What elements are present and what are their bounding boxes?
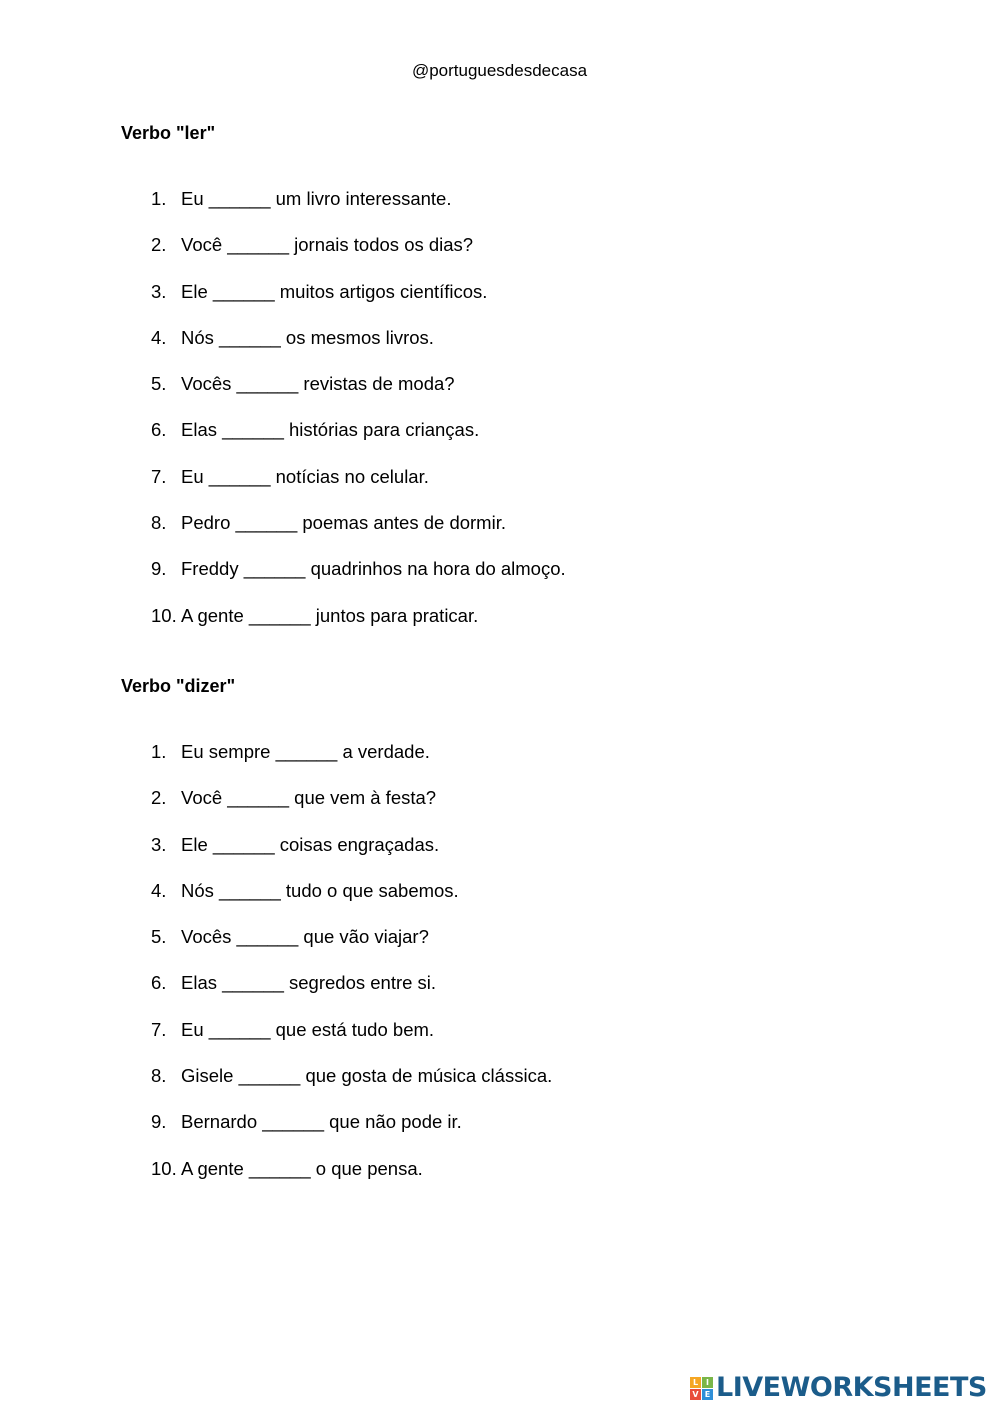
item-number: 6.	[151, 419, 167, 441]
item-text: Você ______ jornais todos os dias?	[181, 234, 474, 256]
logo-tile-i: I	[702, 1377, 713, 1388]
item-text: Elas ______ histórias para crianças.	[181, 419, 480, 441]
logo-tile-v: V	[690, 1389, 701, 1400]
item-number: 1.	[151, 188, 167, 209]
item-number: 2.	[151, 787, 167, 809]
item-text: Nós ______ os mesmos livros.	[181, 326, 434, 348]
item-number: 3.	[151, 833, 167, 855]
item-text: Gisele ______ que gosta de música clássica.	[181, 1065, 553, 1087]
item-text: Elas ______ segredos entre si.	[181, 972, 437, 994]
item-number: 7.	[151, 1018, 167, 1040]
item-number: 3.	[151, 280, 167, 302]
item-text: Você ______ que vem à festa?	[181, 787, 437, 809]
item-number: 1.	[151, 741, 167, 762]
liveworksheets-logo-icon	[690, 1377, 713, 1400]
item-number: 4.	[151, 879, 167, 901]
item-number: 6.	[151, 972, 167, 994]
item-text: Eu ______ que está tudo bem.	[181, 1018, 435, 1040]
item-text: Ele ______ muitos artigos científicos.	[181, 280, 488, 302]
item-number: 8.	[151, 512, 167, 534]
item-text: Bernardo ______ que não pode ir.	[181, 1111, 462, 1133]
item-number: 10.	[151, 604, 177, 626]
item-number: 2.	[151, 234, 167, 256]
item-text: Ele ______ coisas engraçadas.	[181, 833, 440, 855]
item-number: 9.	[151, 558, 167, 580]
item-text: Vocês ______ revistas de moda?	[181, 373, 455, 395]
item-number: 4.	[151, 326, 167, 348]
liveworksheets-logo-text: LIVEWORKSHEETS	[716, 1372, 987, 1403]
item-text: Eu ______ notícias no celular.	[181, 465, 429, 487]
item-number: 8.	[151, 1065, 167, 1087]
item-number: 9.	[151, 1111, 167, 1133]
page-header-handle: @portuguesdesdecasa	[411, 61, 588, 80]
item-number: 10.	[151, 1157, 177, 1179]
item-text: A gente ______ juntos para praticar.	[181, 604, 479, 626]
item-number: 5.	[151, 926, 167, 948]
liveworksheets-logo[interactable]	[690, 1373, 987, 1403]
item-text: Freddy ______ quadrinhos na hora do almoço.	[181, 558, 566, 580]
logo-tile-l: L	[690, 1377, 701, 1388]
item-text: Eu sempre ______ a verdade.	[181, 741, 430, 762]
item-number: 5.	[151, 373, 167, 395]
section-title-ler: Verbo "ler"	[121, 123, 216, 143]
section-title-dizer: Verbo "dizer"	[121, 676, 236, 696]
item-number: 7.	[151, 465, 167, 487]
item-text: Eu ______ um livro interessante.	[181, 188, 452, 209]
item-text: Pedro ______ poemas antes de dormir.	[181, 512, 506, 534]
item-text: Vocês ______ que vão viajar?	[181, 926, 429, 948]
item-text: Nós ______ tudo o que sabemos.	[181, 879, 459, 901]
item-text: A gente ______ o que pensa.	[181, 1157, 423, 1179]
logo-tile-e: E	[702, 1389, 713, 1400]
